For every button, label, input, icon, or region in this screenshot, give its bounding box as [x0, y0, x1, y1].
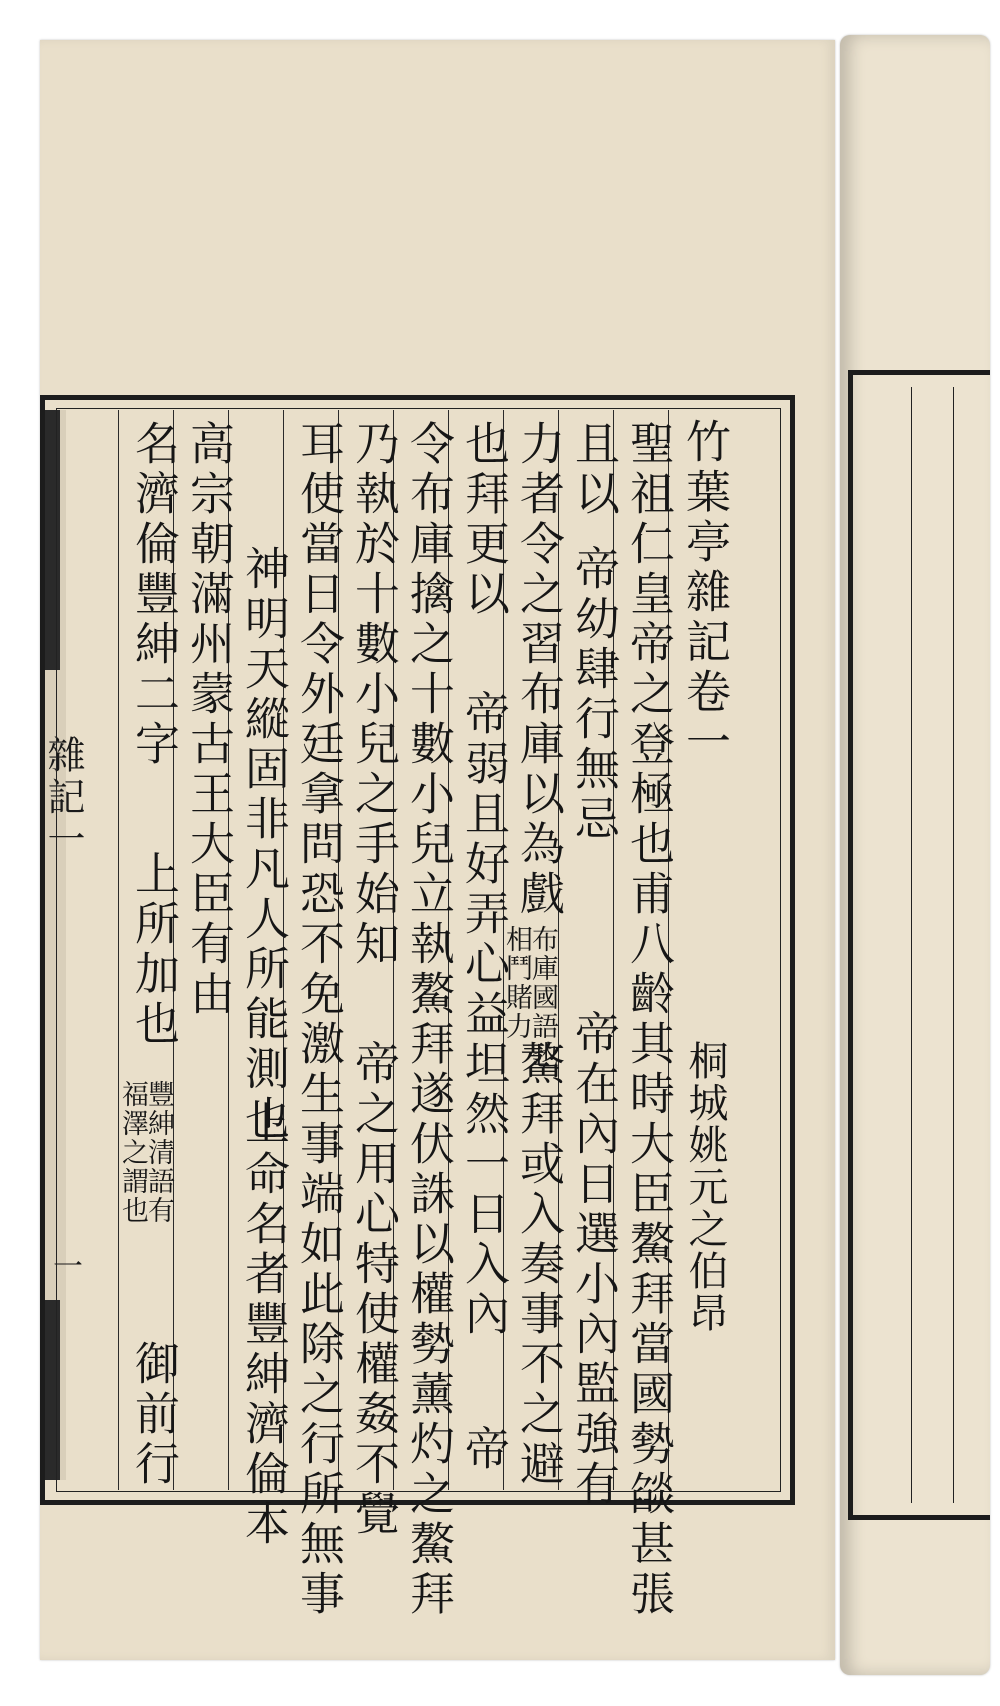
text-column-4c: 帝 — [457, 1425, 510, 1475]
text-column-1: 聖祖仁皇帝之登極也甫八齡其時大臣鰲拜當國勢燄甚張 — [622, 420, 675, 1620]
text-column-7: 耳使當日令外廷拿問恐不免激生事端如此除之行所無事 — [292, 420, 345, 1620]
text-column-6b: 帝之用心特使權姦不覺 — [347, 1040, 400, 1540]
interlinear-note-3: 豐紳清語有 — [143, 1080, 174, 1225]
interlinear-note-4: 福澤之謂也 — [117, 1080, 148, 1225]
author-line: 桐城姚元之伯昂 — [682, 1040, 728, 1334]
text-column-3b: 鰲拜或入奏事不之避 — [512, 1040, 565, 1490]
text-column-4a: 也拜更以 — [457, 420, 510, 620]
text-column-2b: 帝幼肆行無忌 — [567, 545, 620, 845]
fold-page-number: 一 — [47, 1250, 82, 1280]
text-column-2c: 帝在內日選小內監強有 — [567, 1010, 620, 1510]
text-column-8b: 上命名者豐紳濟倫本 — [237, 1100, 290, 1550]
book-title: 竹葉亭雜記卷一 — [678, 418, 731, 768]
text-column-4b: 帝弱且好弄心益坦然一日入內 — [457, 690, 510, 1340]
text-column-8a: 神明天縱固非凡人所能測也 — [237, 545, 290, 1145]
text-column-10c: 御前行 — [127, 1340, 180, 1490]
text-column-5: 令布庫擒之十數小兒立執鰲拜遂伏誅以權勢薰灼之鰲拜 — [402, 420, 455, 1620]
interlinear-note-1: 布庫國語也 — [527, 925, 558, 1070]
text-column-6a: 乃執於十數小兒之手始知 — [347, 420, 400, 970]
text-column-2a: 且以 — [567, 420, 620, 520]
interlinear-note-2: 相鬥賭力 — [501, 925, 532, 1041]
next-page-frame — [848, 370, 990, 1520]
text-column-10b: 上所加也 — [127, 850, 180, 1050]
fold-title: 雜記一 — [41, 735, 85, 861]
text-column-3a: 力者令之習布庫以為戲 — [512, 420, 565, 920]
text-column-10a: 名濟倫豐紳二字 — [127, 420, 180, 770]
column-rule — [118, 410, 119, 1490]
text-column-9: 高宗朝滿州蒙古王大臣有由 — [182, 420, 235, 1020]
